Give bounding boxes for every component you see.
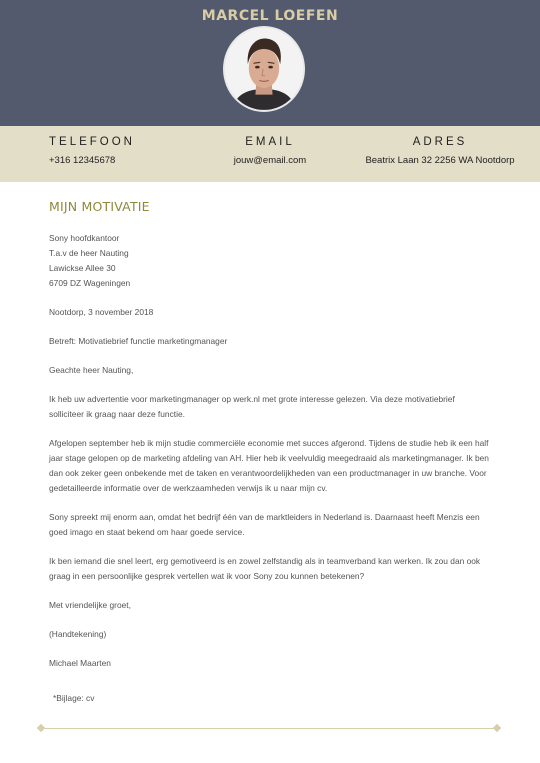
section-title: MIJN MOTIVATIE (49, 199, 150, 214)
footer-divider (41, 728, 497, 729)
recipient-line: Sony hoofdkantoor (49, 233, 120, 243)
email-value: jouw@email.com (233, 155, 307, 166)
recipient-line: 6709 DZ Wageningen (49, 278, 131, 288)
contact-email (200, 136, 340, 166)
header-banner (0, 0, 540, 126)
candidate-name: MARCEL LOEFEN (201, 8, 339, 24)
letter-date: Nootdorp, 3 november 2018 (49, 307, 154, 317)
letter-signature: (Handtekening) (49, 629, 107, 639)
letter-paragraph: Sony spreekt mij enorm aan, omdat het bedrijf één van de marktleiders in Nederland is. Daarnaast heeft Menzis een goed imago en staat bekend om haar goede service. (49, 512, 480, 537)
letter-sender: Michael Maarten (49, 658, 111, 668)
contact-bar (0, 126, 540, 182)
profile-portrait-image (225, 28, 303, 110)
phone-value: +316 12345678 (49, 155, 116, 166)
recipient-line: Lawickse Allee 30 (49, 263, 116, 273)
attachment-note: *Bijlage: cv (53, 693, 95, 703)
address-value: Beatrix Laan 32 2256 WA Nootdorp (365, 155, 515, 166)
profile-photo (223, 26, 305, 112)
letter-body (49, 199, 491, 671)
letter-paragraph: Ik ben iemand die snel leert, erg gemotiveerd is en zowel zelfstandig als in teamverband kan werken. Ik zou dan ook graag in een persoonlijke gesprek vertellen wat ik voor Sony zou kunnen betekenen? (49, 556, 481, 581)
footer-diamond-right (493, 724, 501, 732)
footer-diamond-left (37, 724, 45, 732)
contact-address (360, 136, 520, 166)
letter-salutation: Geachte heer Nauting, (49, 365, 134, 375)
contact-phone (49, 136, 135, 166)
address-label: ADRES (412, 136, 468, 148)
letter-paragraph: Ik heb uw advertentie voor marketingmanager op werk.nl met grote interesse gelezen. Via deze motivatiebrief solliciteer ik graag naar deze functie. (49, 394, 455, 419)
phone-label: TELEFOON (49, 136, 135, 148)
recipient-address (49, 231, 491, 291)
letter-subject: Betreft: Motivatiebrief functie marketingmanager (49, 336, 228, 346)
letter-paragraph: Afgelopen september heb ik mijn studie commerciële economie met succes afgerond. Tijdens de studie heb ik een half jaar stage gelopen op de marketing afdeling van AH. Hier heb ik veelvuldig meegedraaid als marketingmanager. Ik ben dan ook zeker geen onbekende met de taken en verantwoordelijkheden van een productmanager in uw branche. Voor gedetailleerde informatie over de werkzaamheden verwijs ik u naar mijn cv. (49, 438, 489, 493)
letter-closing: Met vriendelijke groet, (49, 600, 131, 610)
recipient-line: T.a.v de heer Nauting (49, 248, 129, 258)
email-label: EMAIL (245, 136, 295, 148)
